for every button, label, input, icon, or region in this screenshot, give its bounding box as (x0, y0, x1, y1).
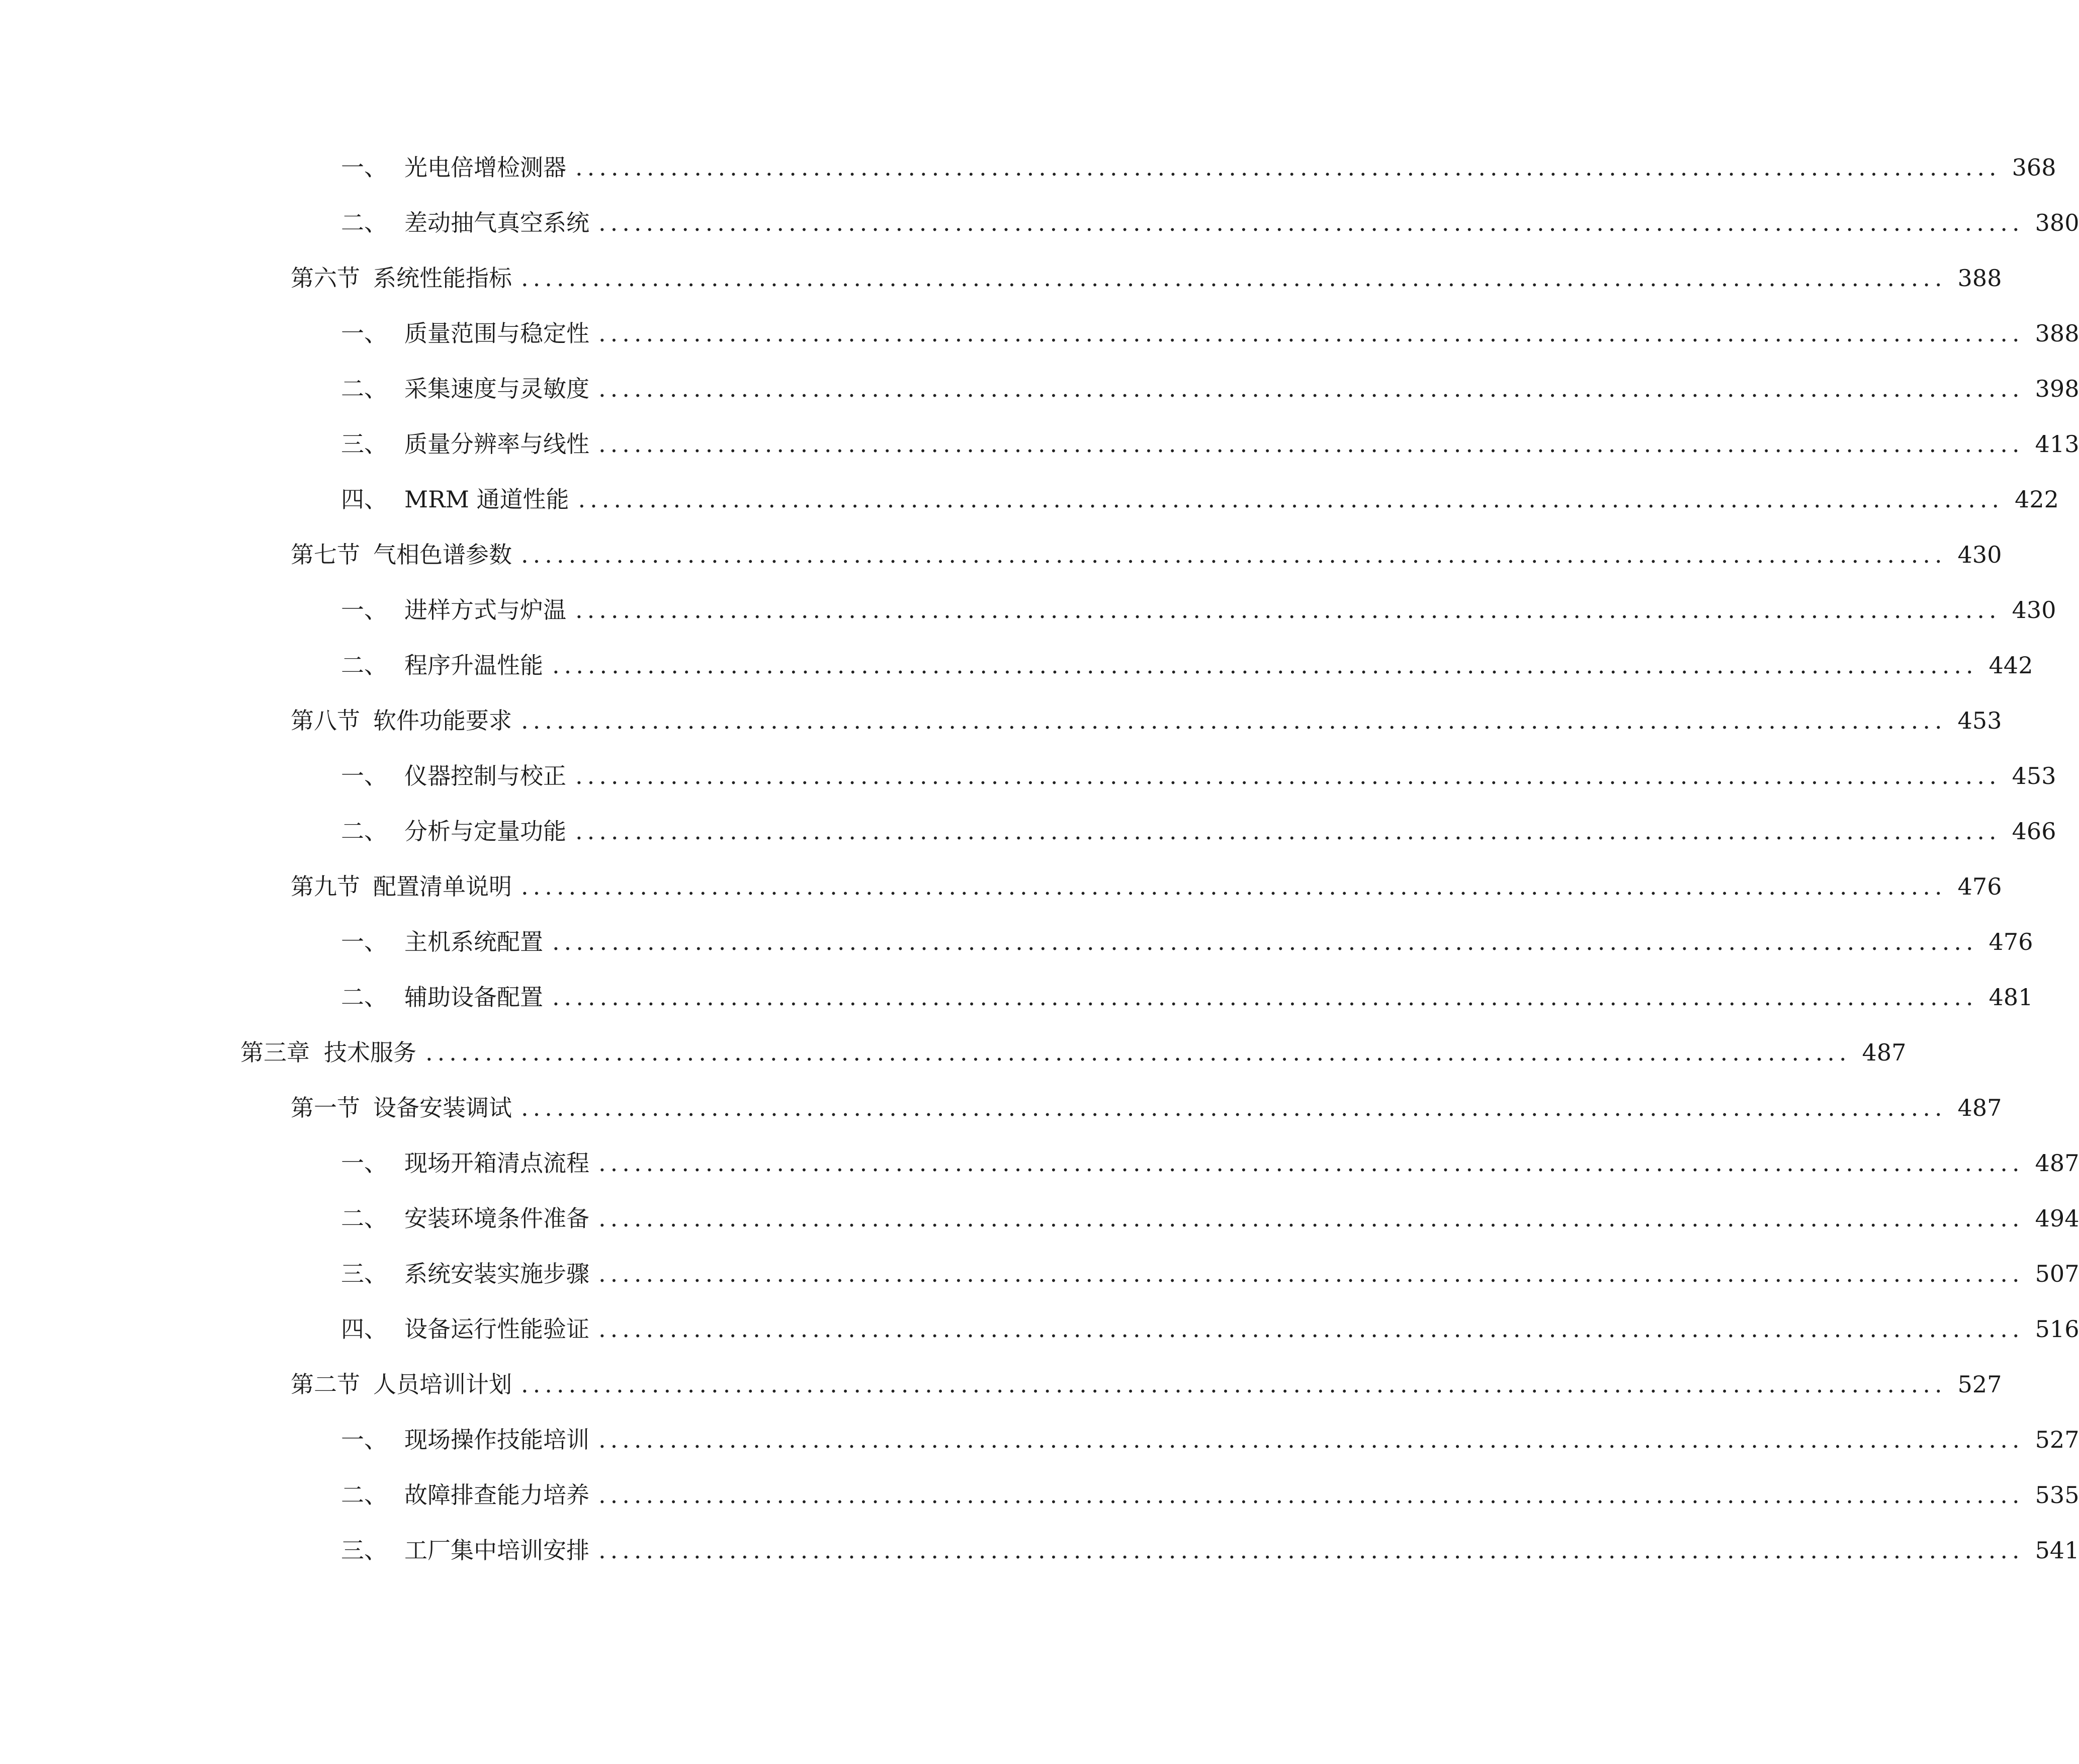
toc-entry-number: 第七节 (291, 541, 360, 568)
toc-entry[interactable] (0, 1191, 2079, 1246)
toc-entry-title: 分析与定量功能 (404, 818, 566, 845)
toc-entry[interactable] (0, 1412, 2079, 1467)
toc-entry-page-number: 535 (2035, 1481, 2079, 1509)
toc-entry-page-number: 442 (1988, 652, 2033, 679)
toc-entry-page-number: 398 (2035, 375, 2079, 402)
dot-leader: ........................................................................................................................ (575, 762, 2001, 789)
dot-leader: ........................................................................................................................ (598, 1150, 2024, 1177)
toc-entry-number: 二、 (341, 209, 387, 236)
toc-entry-title: 主机系统配置 (404, 928, 543, 955)
dot-leader: ........................................................................................................................ (598, 1426, 2024, 1453)
toc-entry[interactable] (0, 969, 2033, 1025)
toc-entry-page-number: 380 (2035, 209, 2079, 236)
toc-entry[interactable] (0, 859, 2002, 914)
toc-entry-title: MRM 通道性能 (404, 486, 569, 513)
toc-entry-page-number: 388 (1957, 264, 2002, 292)
dot-leader: ........................................................................................................................ (598, 320, 2024, 347)
toc-entry-page-number: 413 (2035, 430, 2079, 458)
toc-entry-number: 一、 (341, 154, 387, 181)
dot-leader: ........................................................................................................................ (578, 486, 2004, 513)
toc-entry-title: 质量范围与稳定性 (404, 320, 589, 347)
toc-entry-number: 二、 (341, 375, 387, 402)
toc-entry-title: 质量分辨率与线性 (404, 430, 589, 458)
toc-entry-page-number: 527 (1957, 1371, 2002, 1398)
dot-leader: ........................................................................................................................ (598, 375, 2024, 402)
toc-entry[interactable] (0, 416, 2079, 472)
toc-entry[interactable] (0, 472, 2059, 527)
toc-entry-page-number: 541 (2035, 1537, 2079, 1564)
toc-entry-page-number: 388 (2035, 320, 2079, 347)
dot-leader: ........................................................................................................................ (598, 209, 2024, 236)
toc-entry-number: 一、 (341, 596, 387, 624)
toc-entry-number: 一、 (341, 1150, 387, 1177)
dot-leader: ........................................................................................................................ (575, 596, 2001, 624)
toc-entry[interactable] (0, 140, 2056, 195)
toc-entry-page-number: 476 (1988, 928, 2033, 955)
toc-entry[interactable] (0, 1357, 2002, 1412)
toc-entry[interactable] (0, 914, 2033, 969)
toc-entry-number: 第六节 (291, 264, 360, 292)
toc-entry-page-number: 516 (2035, 1315, 2079, 1343)
toc-entry[interactable] (0, 527, 2002, 582)
toc-entry-number: 二、 (341, 1205, 387, 1232)
toc-entry-number: 一、 (341, 928, 387, 955)
toc-entry[interactable] (0, 1080, 2002, 1135)
toc-entry-title: 仪器控制与校正 (404, 762, 566, 789)
dot-leader: ........................................................................................................................ (521, 1371, 1947, 1398)
dot-leader: ........................................................................................................................ (552, 984, 1978, 1011)
toc-entry[interactable] (0, 1523, 2079, 1578)
toc-entry[interactable] (0, 1301, 2079, 1357)
toc-entry-number: 第九节 (291, 873, 360, 900)
toc-entry[interactable] (0, 582, 2056, 638)
toc-entry-title: 人员培训计划 (373, 1371, 512, 1398)
toc-entry-page-number: 430 (1957, 541, 2002, 568)
dot-leader: ........................................................................................................................ (575, 154, 2001, 181)
toc-entry-page-number: 430 (2012, 596, 2056, 624)
toc-entry-number: 第三章 (240, 1039, 310, 1066)
toc-entry-page-number: 422 (2015, 486, 2059, 513)
dot-leader: ........................................................................................................................ (521, 264, 1947, 292)
toc-entry-title: 光电倍增检测器 (404, 154, 566, 181)
toc-entry-page-number: 476 (1957, 873, 2002, 900)
toc-entry-page-number: 453 (2012, 762, 2056, 789)
toc-entry[interactable] (0, 693, 2002, 748)
dot-leader: ........................................................................................................................ (425, 1039, 1851, 1066)
dot-leader: ........................................................................................................................ (598, 1205, 2024, 1232)
toc-entry[interactable] (0, 1467, 2079, 1523)
toc-entry[interactable] (0, 1135, 2079, 1191)
dot-leader: ........................................................................................................................ (521, 1094, 1947, 1121)
toc-entry-title: 技术服务 (324, 1039, 416, 1066)
toc-entry[interactable] (0, 1246, 2079, 1301)
dot-leader: ........................................................................................................................ (521, 873, 1947, 900)
toc-entry-title: 气相色谱参数 (373, 541, 512, 568)
toc-entry[interactable] (0, 195, 2079, 250)
toc-entry[interactable] (0, 306, 2079, 361)
toc-entry[interactable] (0, 638, 2033, 693)
toc-entry-number: 第二节 (291, 1371, 360, 1398)
dot-leader: ........................................................................................................................ (552, 652, 1978, 679)
dot-leader: ........................................................................................................................ (521, 707, 1947, 734)
toc-entry-number: 三、 (341, 430, 387, 458)
toc-entry-number: 第八节 (291, 707, 360, 734)
toc-entry[interactable] (0, 361, 2079, 416)
toc-entry-title: 现场操作技能培训 (404, 1426, 589, 1453)
dot-leader: ........................................................................................................................ (552, 928, 1978, 955)
toc-entry-title: 软件功能要求 (373, 707, 512, 734)
toc-entry-title: 系统安装实施步骤 (404, 1260, 589, 1287)
toc-entry-number: 二、 (341, 1481, 387, 1509)
toc-entry-title: 采集速度与灵敏度 (404, 375, 589, 402)
toc-entry-number: 三、 (341, 1537, 387, 1564)
toc-entry-page-number: 527 (2035, 1426, 2079, 1453)
toc-entry-page-number: 487 (2035, 1150, 2079, 1177)
toc-entry-number: 二、 (341, 984, 387, 1011)
dot-leader: ........................................................................................................................ (598, 430, 2024, 458)
toc-entry-title: 工厂集中培训安排 (404, 1537, 589, 1564)
toc-entry-page-number: 453 (1957, 707, 2002, 734)
toc-entry-number: 四、 (341, 1315, 387, 1343)
toc-entry-page-number: 487 (1862, 1039, 1907, 1066)
toc-entry-number: 一、 (341, 320, 387, 347)
toc-entry-title: 差动抽气真空系统 (404, 209, 589, 236)
dot-leader: ........................................................................................................................ (521, 541, 1947, 568)
toc-entry-number: 二、 (341, 818, 387, 845)
dot-leader: ........................................................................................................................ (598, 1315, 2024, 1343)
toc-entry-number: 第一节 (291, 1094, 360, 1121)
toc-entry-title: 现场开箱清点流程 (404, 1150, 589, 1177)
toc-entry-page-number: 494 (2035, 1205, 2079, 1232)
toc-entry-page-number: 368 (2012, 154, 2056, 181)
toc-entry[interactable] (0, 748, 2056, 804)
dot-leader: ........................................................................................................................ (598, 1260, 2024, 1287)
toc-entry-title: 故障排查能力培养 (404, 1481, 589, 1509)
toc-entry-page-number: 481 (1988, 984, 2033, 1011)
toc-entry-number: 一、 (341, 762, 387, 789)
toc-entry-title: 程序升温性能 (404, 652, 543, 679)
dot-leader: ........................................................................................................................ (598, 1481, 2024, 1509)
dot-leader: ........................................................................................................................ (598, 1537, 2024, 1564)
toc-entry-page-number: 507 (2035, 1260, 2079, 1287)
toc-entry-number: 四、 (341, 486, 387, 513)
toc-entry-title: 进样方式与炉温 (404, 596, 566, 624)
toc-entry-page-number: 466 (2012, 818, 2056, 845)
toc-entry-title: 辅助设备配置 (404, 984, 543, 1011)
toc-entry-number: 三、 (341, 1260, 387, 1287)
toc-entry-number: 二、 (341, 652, 387, 679)
toc-entry-title: 设备运行性能验证 (404, 1315, 589, 1343)
dot-leader: ........................................................................................................................ (575, 818, 2001, 845)
toc-entry[interactable] (0, 804, 2056, 859)
toc-entry-title: 系统性能指标 (373, 264, 512, 292)
toc-entry-number: 一、 (341, 1426, 387, 1453)
toc-entry[interactable] (0, 1025, 1907, 1080)
toc-entry-page-number: 487 (1957, 1094, 2002, 1121)
table-of-contents (0, 140, 2079, 1578)
toc-entry-title: 设备安装调试 (373, 1094, 512, 1121)
toc-entry-title: 安装环境条件准备 (404, 1205, 589, 1232)
toc-entry-title: 配置清单说明 (373, 873, 512, 900)
toc-entry[interactable] (0, 250, 2002, 306)
